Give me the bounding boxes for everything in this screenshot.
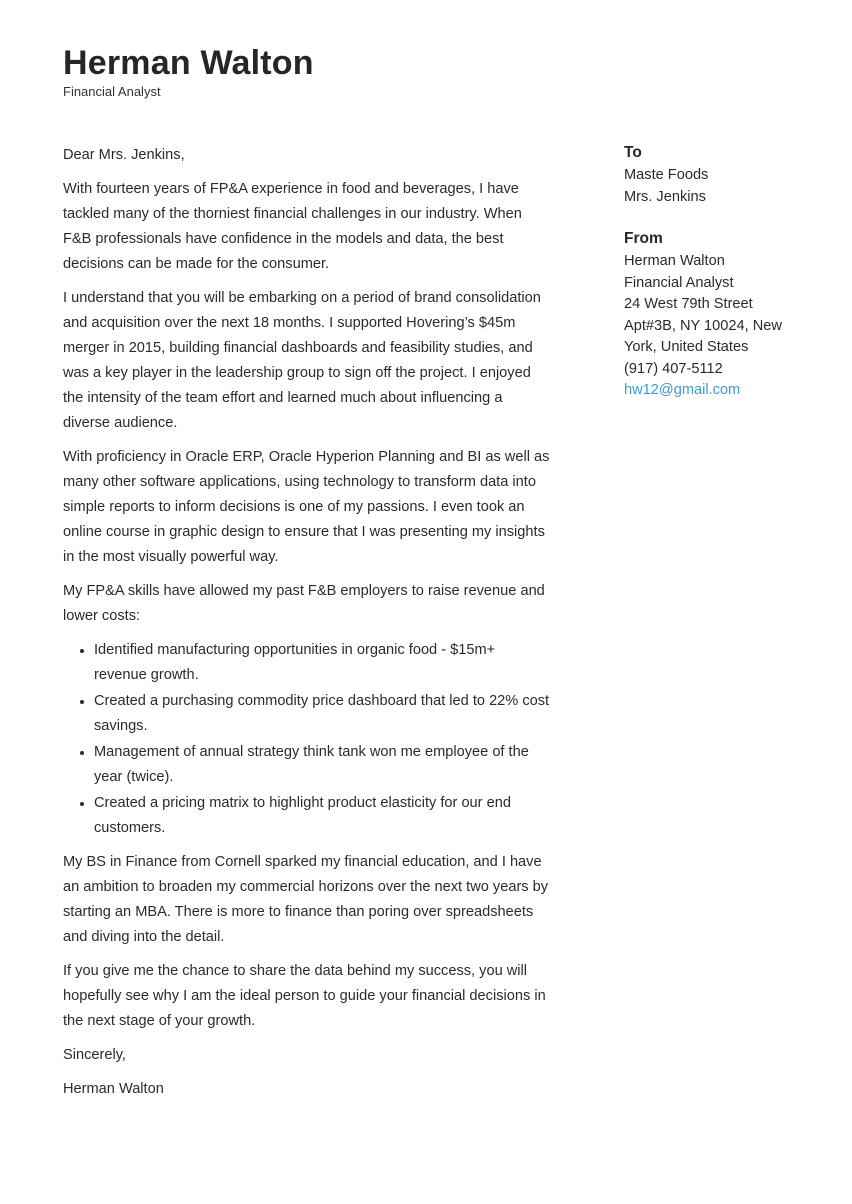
letter-header xyxy=(63,40,314,99)
closing: Sincerely, xyxy=(63,1047,126,1063)
letter-body xyxy=(63,143,551,1111)
paragraph: My BS in Finance from Cornell sparked my financial education, and I have an ambition to broaden my commercial horizons over the next two years by starting an MBA. There is more to finance than poring over spreadsheets and diving into the detail. xyxy=(63,854,549,945)
from-address: 24 West 79th Street Apt#3B, NY 10024, New York, United States xyxy=(624,296,782,355)
recipient-name: Mrs. Jenkins xyxy=(624,188,706,205)
paragraph: My FP&A skills have allowed my past F&B employers to raise revenue and lower costs: xyxy=(63,583,545,624)
address-sidebar xyxy=(624,142,794,422)
paragraph: I understand that you will be embarking on a period of brand consolidation and acquisition over the next 18 months. I supported Hovering’s $45m merger in 2015, building financial dashboards and feasibility studies, and was a key player in the leadership group to sign off the project. I enjoyed the intensity of the team effort and learned much about influencing a diverse audience. xyxy=(63,290,541,431)
list-item: • Management of annual strategy think tank won me employee of the year (twice). xyxy=(94,740,551,790)
from-title: Financial Analyst xyxy=(624,274,734,291)
recipient-company: Maste Foods xyxy=(624,167,709,183)
from-name: Herman Walton xyxy=(624,253,725,269)
paragraph: With fourteen years of FP&A experience in food and beverages, I have tackled many of the thorniest financial challenges in our industry. When F&B professionals have confidence in the models and data, the best decisions can be made for the consumer. xyxy=(63,181,522,272)
from-email-link[interactable]: hw12@gmail.com xyxy=(624,382,741,398)
list-item: • Identified manufacturing opportunities in organic food - $15m+ revenue growth. xyxy=(94,638,551,688)
sender-role: Financial Analyst xyxy=(63,84,161,99)
list-item: • Created a purchasing commodity price dashboard that led to 22% cost savings. xyxy=(94,689,551,739)
to-block xyxy=(624,142,794,208)
salutation: Dear Mrs. Jenkins, xyxy=(63,147,185,163)
list-item: • Created a pricing matrix to highlight product elasticity for our end customers. xyxy=(94,791,551,841)
from-phone: (917) 407-5112 xyxy=(624,360,723,377)
achievements-list xyxy=(63,638,551,841)
paragraph: If you give me the chance to share the data behind my success, you will hopefully see why I am the ideal person to guide your financial decisions in the next stage of your growth. xyxy=(63,963,546,1029)
signature: Herman Walton xyxy=(63,1081,164,1097)
paragraph: With proficiency in Oracle ERP, Oracle Hyperion Planning and BI as well as many other software applications, using technology to transform data into simple reports to inform decisions is one of my passions. I even took an online course in graphic design to ensure that I was presenting my insights in the most visually powerful way. xyxy=(63,449,550,565)
sender-name: Herman Walton xyxy=(63,44,314,82)
from-heading: From xyxy=(624,230,663,247)
from-block xyxy=(624,228,794,402)
to-heading: To xyxy=(624,144,642,161)
